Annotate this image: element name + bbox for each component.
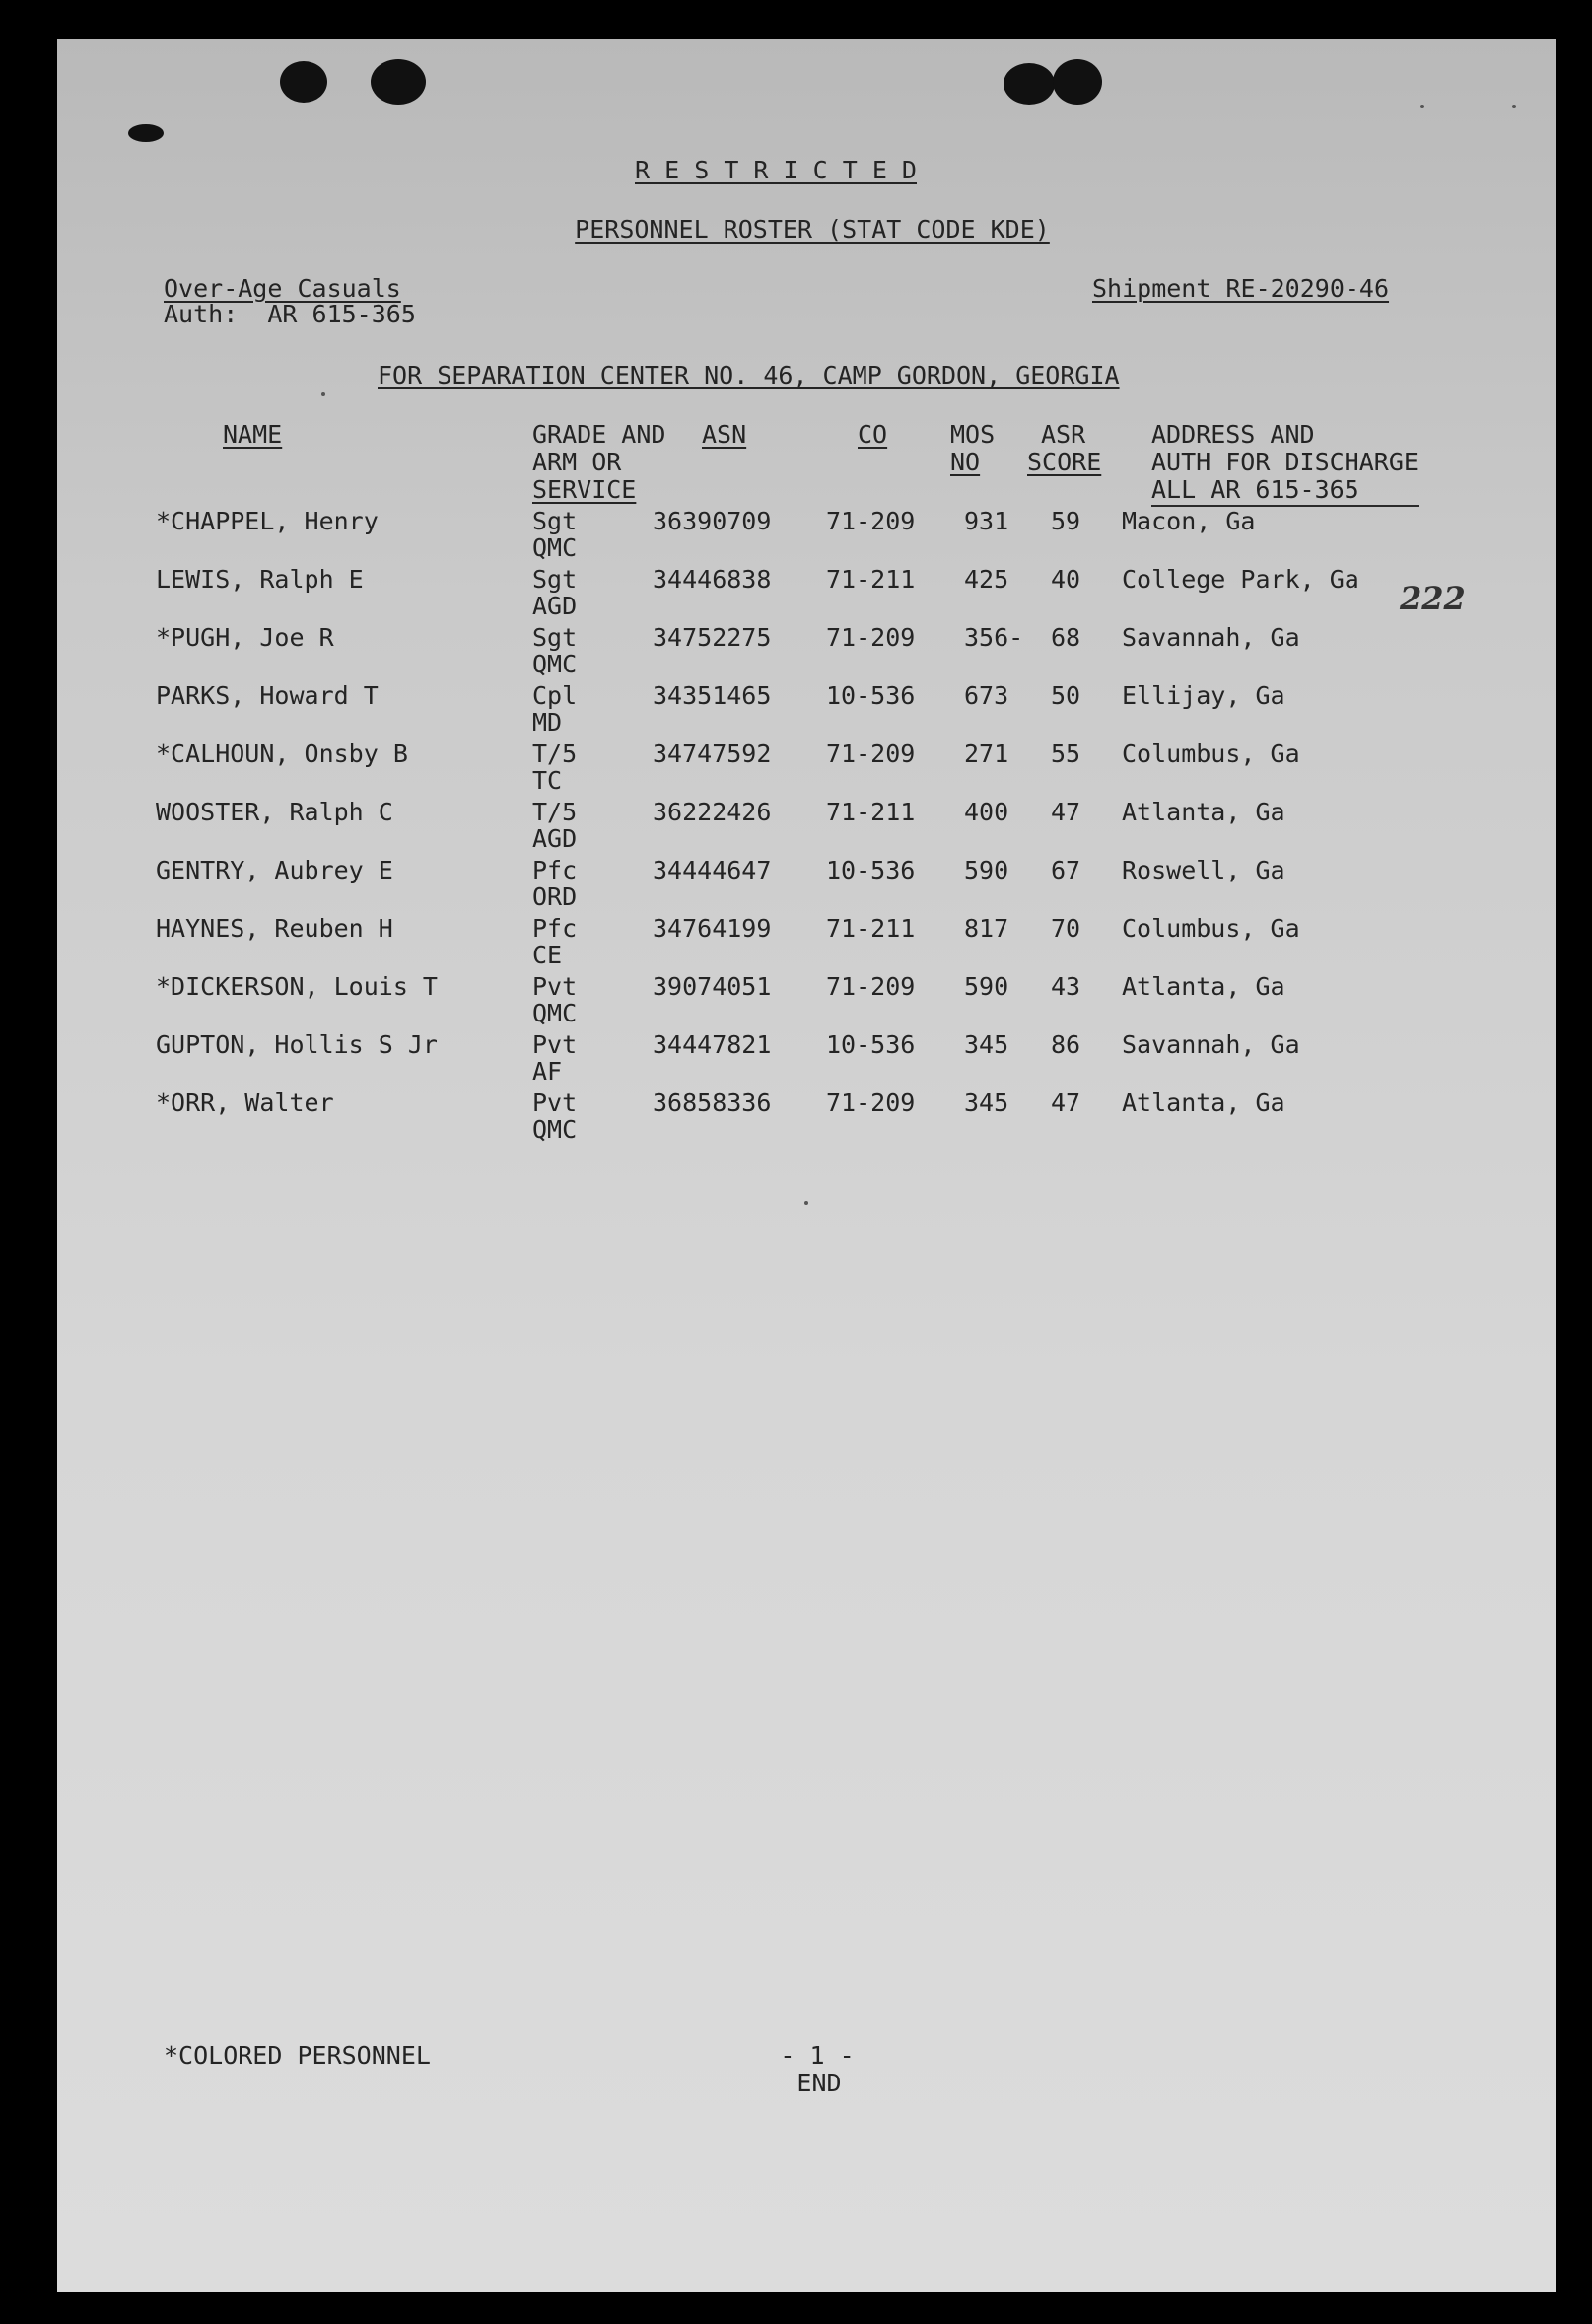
- cell-arm-service: QMC: [532, 1115, 578, 1144]
- cell-name: *CHAPPEL, Henry: [156, 507, 379, 535]
- cell-address: Savannah, Ga: [1122, 623, 1300, 652]
- destination-line: FOR SEPARATION CENTER NO. 46, CAMP GORDON, GEORGIA: [378, 361, 1120, 389]
- ink-speck: [1512, 105, 1516, 108]
- cell-co: 71-211: [826, 565, 916, 594]
- roster-title: PERSONNEL ROSTER (STAT CODE KDE): [575, 215, 1050, 244]
- casual-type: Over-Age Casuals: [164, 274, 401, 303]
- ink-speck: [321, 392, 325, 396]
- col-address-header-1: ADDRESS AND: [1151, 420, 1315, 449]
- col-asn-header: ASN: [702, 420, 747, 449]
- cell-mos: 345: [964, 1030, 1009, 1059]
- cell-arm-service: ORD: [532, 882, 578, 911]
- cell-address: Macon, Ga: [1122, 507, 1256, 535]
- classification-marking: R E S T R I C T E D: [635, 156, 917, 184]
- cell-mos: 271: [964, 739, 1009, 768]
- roster-page: [57, 39, 1556, 2292]
- cell-grade: Sgt: [532, 507, 578, 535]
- col-address-header-3: ALL AR 615-365: [1151, 475, 1359, 504]
- shipment-number: Shipment RE-20290-46: [1092, 274, 1390, 303]
- cell-co: 71-209: [826, 1089, 916, 1117]
- cell-name: HAYNES, Reuben H: [156, 914, 393, 943]
- ink-speck: [1420, 105, 1424, 108]
- cell-asr: 67: [1051, 856, 1081, 884]
- cell-co: 71-209: [826, 739, 916, 768]
- cell-asr: 70: [1051, 914, 1081, 943]
- cell-asn: 34446838: [653, 565, 772, 594]
- punch-hole: [371, 59, 426, 105]
- cell-mos: 931: [964, 507, 1009, 535]
- punch-hole: [280, 61, 327, 103]
- cell-asn: 36858336: [653, 1089, 772, 1117]
- col-mos-header-1: MOS: [950, 420, 996, 449]
- cell-name: GENTRY, Aubrey E: [156, 856, 393, 884]
- col-address-header-2: AUTH FOR DISCHARGE: [1151, 448, 1419, 476]
- cell-mos: 425: [964, 565, 1009, 594]
- cell-asr: 55: [1051, 739, 1081, 768]
- cell-grade: Pvt: [532, 1030, 578, 1059]
- cell-asn: 34444647: [653, 856, 772, 884]
- cell-name: *DICKERSON, Louis T: [156, 972, 438, 1001]
- cell-arm-service: QMC: [532, 999, 578, 1027]
- col-name-header: NAME: [223, 420, 283, 449]
- cell-asn: 36222426: [653, 798, 772, 826]
- cell-asr: 47: [1051, 1089, 1081, 1117]
- cell-name: PARKS, Howard T: [156, 681, 379, 710]
- cell-asn: 34752275: [653, 623, 772, 652]
- cell-mos: 590: [964, 856, 1009, 884]
- cell-arm-service: QMC: [532, 650, 578, 678]
- cell-address: Atlanta, Ga: [1122, 972, 1285, 1001]
- cell-asr: 59: [1051, 507, 1081, 535]
- cell-name: LEWIS, Ralph E: [156, 565, 364, 594]
- cell-asn: 34747592: [653, 739, 772, 768]
- cell-arm-service: QMC: [532, 533, 578, 562]
- cell-address: Atlanta, Ga: [1122, 1089, 1285, 1117]
- cell-grade: Sgt: [532, 565, 578, 594]
- cell-address: Ellijay, Ga: [1122, 681, 1285, 710]
- end-marker: END: [796, 2069, 842, 2097]
- cell-asn: 36390709: [653, 507, 772, 535]
- ink-speck: [804, 1201, 808, 1205]
- cell-address: Columbus, Ga: [1122, 739, 1300, 768]
- cell-grade: Cpl: [532, 681, 578, 710]
- punch-hole: [1004, 63, 1055, 105]
- col-grade-header-3: SERVICE: [532, 475, 637, 504]
- colored-personnel-note: *COLORED PERSONNEL: [164, 2041, 431, 2070]
- cell-asn: 34764199: [653, 914, 772, 943]
- cell-asn: 34351465: [653, 681, 772, 710]
- cell-grade: Pfc: [532, 856, 578, 884]
- cell-co: 71-211: [826, 798, 916, 826]
- cell-asr: 47: [1051, 798, 1081, 826]
- cell-asr: 86: [1051, 1030, 1081, 1059]
- cell-address: Savannah, Ga: [1122, 1030, 1300, 1059]
- cell-grade: Pvt: [532, 972, 578, 1001]
- cell-name: WOOSTER, Ralph C: [156, 798, 393, 826]
- cell-co: 71-211: [826, 914, 916, 943]
- cell-address: Roswell, Ga: [1122, 856, 1285, 884]
- page-number: - 1 -: [780, 2041, 855, 2070]
- cell-asr: 40: [1051, 565, 1081, 594]
- cell-grade: T/5: [532, 739, 578, 768]
- cell-co: 10-536: [826, 1030, 916, 1059]
- cell-mos: 817: [964, 914, 1009, 943]
- cell-address: Columbus, Ga: [1122, 914, 1300, 943]
- cell-grade: Sgt: [532, 623, 578, 652]
- cell-asr: 50: [1051, 681, 1081, 710]
- cell-asr: 43: [1051, 972, 1081, 1001]
- cell-arm-service: AGD: [532, 592, 578, 620]
- torn-edge-mark: [128, 124, 164, 142]
- cell-arm-service: AGD: [532, 824, 578, 853]
- col-grade-header-1: GRADE AND: [532, 420, 666, 449]
- cell-co: 71-209: [826, 507, 916, 535]
- cell-name: *CALHOUN, Onsby B: [156, 739, 408, 768]
- cell-arm-service: AF: [532, 1057, 563, 1086]
- col-asr-header-2: SCORE: [1027, 448, 1102, 476]
- cell-asr: 68: [1051, 623, 1081, 652]
- cell-address: Atlanta, Ga: [1122, 798, 1285, 826]
- cell-arm-service: TC: [532, 766, 563, 795]
- cell-grade: Pvt: [532, 1089, 578, 1117]
- col-co-header: CO: [858, 420, 888, 449]
- col-asr-header-1: ASR: [1041, 420, 1086, 449]
- cell-address: College Park, Ga: [1122, 565, 1359, 594]
- cell-co: 10-536: [826, 856, 916, 884]
- col-mos-header-2: NO: [950, 448, 981, 476]
- cell-arm-service: CE: [532, 941, 563, 969]
- authority-line: Auth: AR 615-365: [164, 300, 416, 328]
- cell-name: *PUGH, Joe R: [156, 623, 334, 652]
- punch-hole: [1053, 59, 1102, 105]
- cell-mos: 673: [964, 681, 1009, 710]
- cell-grade: T/5: [532, 798, 578, 826]
- cell-co: 10-536: [826, 681, 916, 710]
- cell-mos: 356-: [964, 623, 1024, 652]
- cell-co: 71-209: [826, 623, 916, 652]
- cell-co: 71-209: [826, 972, 916, 1001]
- page-stamp-number: 222: [1400, 580, 1466, 617]
- cell-mos: 400: [964, 798, 1009, 826]
- cell-arm-service: MD: [532, 708, 563, 737]
- cell-name: GUPTON, Hollis S Jr: [156, 1030, 438, 1059]
- cell-name: *ORR, Walter: [156, 1089, 334, 1117]
- cell-asn: 39074051: [653, 972, 772, 1001]
- cell-mos: 345: [964, 1089, 1009, 1117]
- col-grade-header-2: ARM OR: [532, 448, 622, 476]
- cell-grade: Pfc: [532, 914, 578, 943]
- cell-mos: 590: [964, 972, 1009, 1001]
- cell-asn: 34447821: [653, 1030, 772, 1059]
